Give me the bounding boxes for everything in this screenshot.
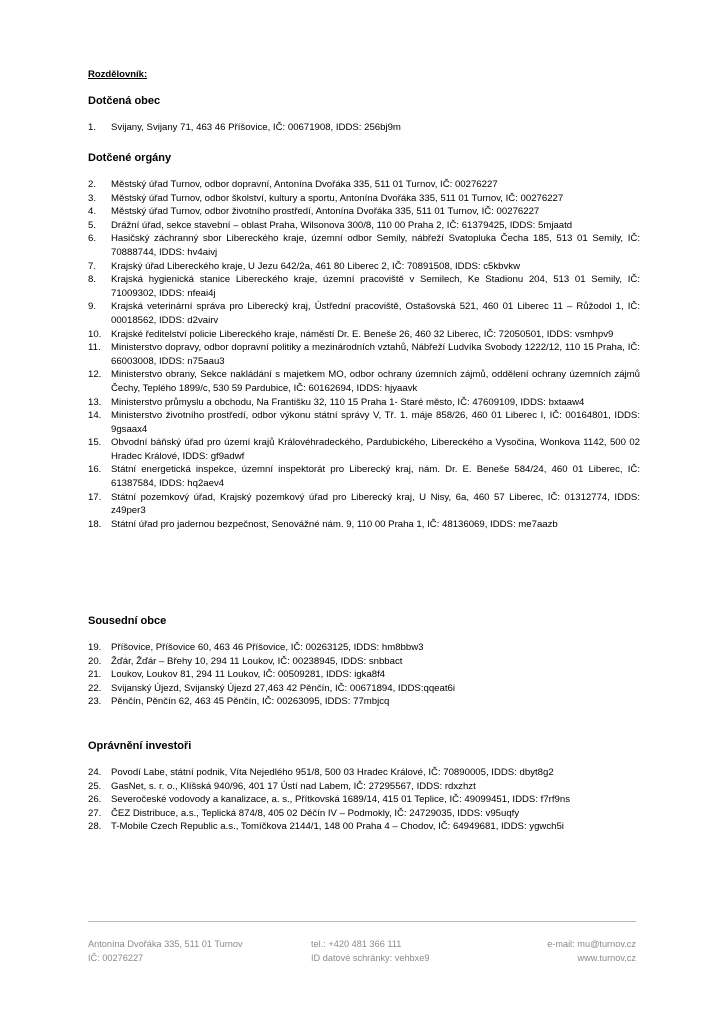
list-item-number: 16. [88, 464, 102, 476]
footer-phone: tel.: +420 481 366 111 [311, 939, 402, 949]
list-item-text: Povodí Labe, státní podnik, Víta Nejedlého 951/8, 500 03 Hradec Králové, IČ: 70890005, IDDS: dbyt8g2 [111, 767, 554, 778]
list-item-number: 11. [88, 342, 101, 354]
list-item [88, 409, 640, 436]
footer-address-block [88, 937, 243, 965]
list-item [88, 518, 640, 532]
footer-contact-block [311, 937, 429, 965]
list-item-text: Hasičský záchranný sbor Libereckého kraje, územní odbor Semily, nábřeží Svatopluka Čecha 185, 513 01 Semily, IČ: 70888744, IDDS: hv4aivj [111, 233, 640, 258]
list-item-number: 27. [88, 807, 102, 819]
list-item-number: 26. [88, 794, 102, 806]
footer-divider [88, 921, 636, 922]
list-item-number: 3. [88, 192, 97, 204]
list-item-number: 1. [88, 122, 97, 133]
list-item [88, 396, 640, 410]
list-item-number: 24. [88, 767, 102, 778]
list-item [88, 793, 640, 807]
footer-ic: IČ: 00276227 [88, 953, 144, 963]
list-item-number: 25. [88, 780, 102, 792]
list-item-number: 23. [88, 696, 102, 708]
list-item-number: 14. [88, 410, 102, 422]
list-item [88, 368, 640, 395]
list-item [88, 232, 640, 259]
list-item [88, 192, 640, 206]
list-item-number: 9. [88, 301, 97, 313]
list-item-number: 2. [88, 179, 97, 190]
list-item-number: 13. [88, 396, 102, 408]
list-item [88, 219, 640, 233]
list-item-text: T-Mobile Czech Republic a.s., Tomíčkova 2144/1, 148 00 Praha 4 – Chodov, IČ: 64949681, IDDS: ygwch5i [111, 821, 564, 833]
list-item-number: 17. [88, 491, 102, 503]
list-item-number: 4. [88, 206, 97, 218]
list-item-number: 12. [88, 369, 102, 381]
list-item-text: Žďár, Žďár – Břehy 10, 294 11 Loukov, IČ: 00238945, IDDS: snbbact [111, 655, 403, 667]
list-item [88, 807, 640, 821]
list-item-text: Státní energetická inspekce, územní inspektorát pro Liberecký kraj, nám. Dr. E. Beneše 584/24, 460 01 Liberec, IČ: 61387584, IDDS: hq2aev4 [111, 464, 640, 490]
list-item [88, 820, 640, 834]
list-item-text: Obvodní báňský úřad pro území krajů Královéhradeckého, Pardubického, Libereckého a Vysočina, Wonkova 1142, 500 02 Hradec Králové, IDDS: gf9adwf [111, 437, 640, 462]
section-title-neighbouring-municipalities: Sousední obce [88, 615, 167, 627]
list-item [88, 178, 640, 192]
list-item-text: Městský úřad Turnov, odbor životního prostředí, Antonína Dvořáka 335, 511 01 Turnov, IČ: 00276227 [111, 206, 540, 218]
list-item [88, 300, 640, 327]
list-item [88, 641, 640, 655]
section-title-affected-municipality: Dotčená obec [88, 95, 161, 107]
list-item-text: Ministerstvo obrany, Sekce nakládání s majetkem MO, odbor ochrany územních zájmů, oddělení ochrany územních zájmů Čechy, Teplého 1899/c, 530 59 Pardubice, IČ: 60162694, IDDS: hjyaavk [111, 369, 640, 394]
list-item [88, 668, 640, 682]
list-item-text: Městský úřad Turnov, odbor dopravní, Antonína Dvořáka 335, 511 01 Turnov, IČ: 00276227 [111, 179, 498, 190]
list-item-number: 6. [88, 233, 97, 245]
footer-email: e-mail: mu@turnov.cz [547, 939, 636, 949]
footer-website: www.turnov.cz [577, 953, 636, 963]
list-item-text: Městský úřad Turnov, odbor školství, kultury a sportu, Antonína Dvořáka 335, 511 01 Turnov, IČ: 00276227 [111, 192, 564, 204]
section-title-authorized-investors: Oprávnění investoři [88, 740, 192, 752]
list-item [88, 341, 640, 368]
list-item [88, 273, 640, 300]
footer-web-block [500, 937, 636, 965]
list-item-number: 8. [88, 274, 97, 286]
list-item-text: Ministerstvo průmyslu a obchodu, Na Františku 32, 110 15 Praha 1- Staré město, IČ: 47609109, IDDS: bxtaaw4 [111, 396, 585, 408]
list-item-text: Pěnčín, Pěnčín 62, 463 45 Pěnčín, IČ: 00263095, IDDS: 77mbjcq [111, 696, 390, 708]
list-item-number: 20. [88, 655, 102, 667]
list-item-number: 22. [88, 682, 102, 694]
list-item-number: 19. [88, 642, 102, 653]
list-item [88, 436, 640, 463]
list-item-text: Loukov, Loukov 81, 294 11 Loukov, IČ: 00509281, IDDS: igka8f4 [111, 669, 386, 681]
list-item-number: 7. [88, 260, 97, 272]
list-item-text: Příšovice, Příšovice 60, 463 46 Příšovice, IČ: 00263125, IDDS: hm8bbw3 [111, 642, 424, 653]
list-item-text: Severočeské vodovody a kanalizace, a. s., Přítkovská 1689/14, 415 01 Teplice, IČ: 49099451, IDDS: f7rf9ns [111, 794, 570, 806]
list-item-number: 15. [88, 437, 102, 449]
list-item [88, 780, 640, 794]
authorized-investors-list [88, 766, 640, 834]
list-item [88, 655, 640, 669]
list-item [88, 205, 640, 219]
list-item [88, 260, 640, 274]
list-item-text: GasNet, s. r. o., Klíšská 940/96, 401 17 Ústí nad Labem, IČ: 27295567, IDDS: rdxzhzt [111, 780, 476, 792]
affected-municipality-list [88, 121, 640, 135]
footer-address: Antonína Dvořáka 335, 511 01 Turnov [88, 939, 243, 949]
list-item-text: Státní pozemkový úřad, Krajský pozemkový úřad pro Liberecký kraj, U Nisy, 6a, 460 57 Liberec, IČ: 01312774, IDDS: z49per3 [111, 491, 640, 517]
list-item-text: Krajská veterinární správa pro Liberecký kraj, Ústřední pracoviště, Ostašovská 521, 460 01 Liberec 11 – Růžodol 1, IČ: 00018562, IDDS: d2vairv [111, 301, 640, 326]
list-item-text: Státní úřad pro jadernou bezpečnost, Senovážné nám. 9, 110 00 Praha 1, IČ: 48136069, IDDS: me7aazb [111, 518, 558, 530]
list-item-number: 10. [88, 328, 102, 340]
affected-authorities-list [88, 178, 640, 531]
list-item [88, 491, 640, 518]
list-item-text: Krajský úřad Libereckého kraje, U Jezu 642/2a, 461 80 Liberec 2, IČ: 70891508, IDDS: c5kbvkw [111, 260, 521, 272]
list-item [88, 682, 640, 696]
list-item-text: Svijany, Svijany 71, 463 46 Příšovice, IČ: 00671908, IDDS: 256bj9m [111, 122, 401, 133]
footer-databox: ID datové schránky: vehbxe9 [311, 953, 430, 963]
list-item-text: Ministerstvo životního prostředí, odbor výkonu státní správy V, Tř. 1. máje 858/26, 460 01 Liberec I, IČ: 00164801, IDDS: 9gsaax4 [111, 410, 640, 435]
list-item-number: 28. [88, 821, 102, 833]
list-item-text: Krajská hygienická stanice Libereckého kraje, územní pracoviště v Semilech, Ke Stadionu 204, 513 01 Semily, IČ: 71009302, IDDS: nfeai4j [111, 274, 640, 299]
list-item [88, 121, 640, 135]
list-item-text: Svijanský Újezd, Svijanský Újezd 27,463 42 Pěnčín, IČ: 00671894, IDDS:qqeat6i [111, 682, 455, 694]
list-item-number: 5. [88, 219, 97, 231]
list-item-text: ČEZ Distribuce, a.s., Teplická 874/8, 405 02 Děčín IV – Podmokly, IČ: 24729035, IDDS: v95uqfy [111, 807, 520, 819]
list-item [88, 695, 640, 709]
list-item-text: Ministerstvo dopravy, odbor dopravní politiky a mezinárodních vztahů, Nábřeží Ludvíka Svobody 1222/12, 110 15 Praha, IČ: 66003008, IDDS: n75aau3 [111, 342, 640, 367]
list-item-number: 21. [88, 669, 102, 681]
list-item-text: Krajské ředitelství policie Libereckého kraje, náměstí Dr. E. Beneše 26, 460 32 Liberec, IČ: 72050501, IDDS: vsmhpv9 [111, 328, 614, 340]
distribution-label: Rozdělovník: [88, 69, 148, 80]
list-item [88, 328, 640, 342]
list-item-text: Drážní úřad, sekce stavební – oblast Praha, Wilsonova 300/8, 110 00 Praha 2, IČ: 61379425, IDDS: 5mjaatd [111, 219, 573, 231]
section-title-affected-authorities: Dotčené orgány [88, 152, 172, 164]
list-item [88, 766, 640, 780]
list-item-number: 18. [88, 518, 102, 530]
neighbouring-municipalities-list [88, 641, 640, 709]
list-item [88, 463, 640, 490]
